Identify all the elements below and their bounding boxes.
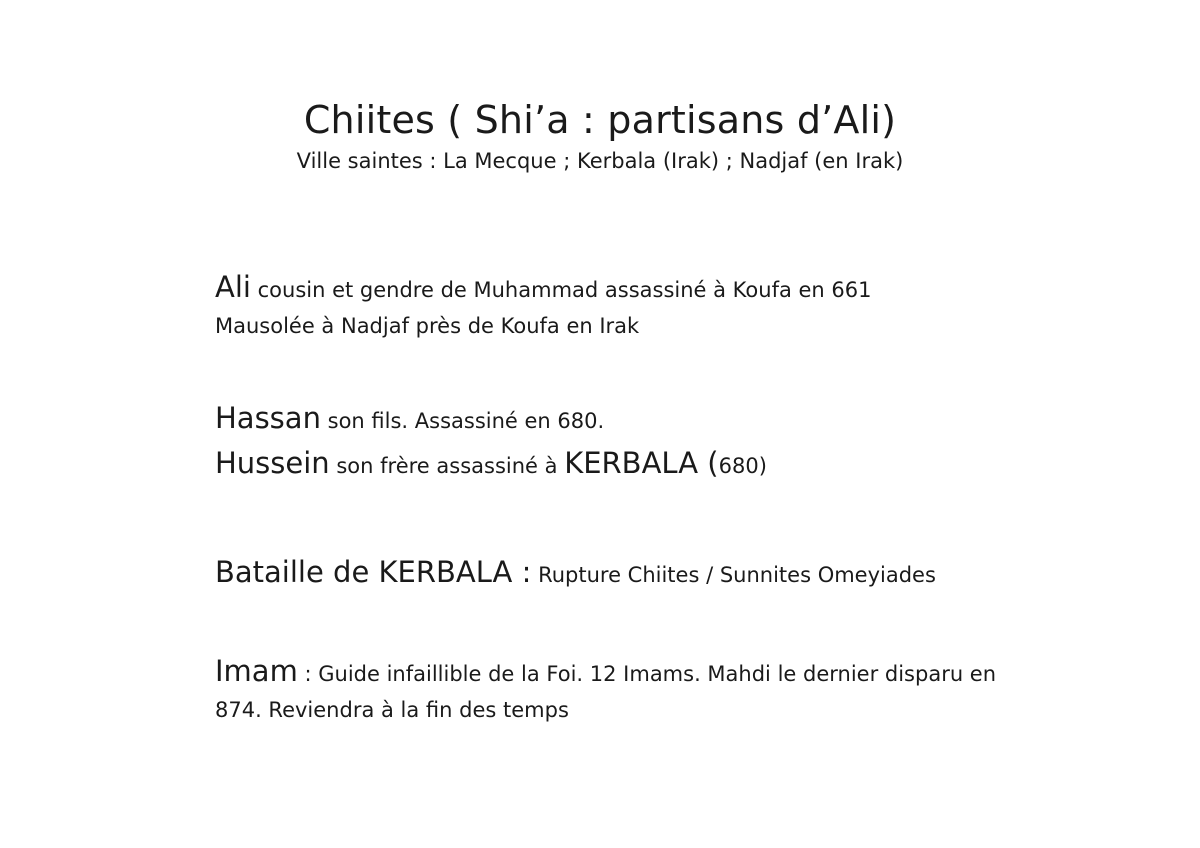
slide-title: Chiites ( Shi’a : partisans d’Ali) <box>303 98 897 142</box>
imam-paragraph <box>215 654 1005 729</box>
ali-description: cousin et gendre de Muhammad assassiné à Koufa en 661 <box>250 278 872 302</box>
imam-description: : Guide infaillible de la Foi. 12 Imams. Mahdi le dernier disparu en 874. Reviendra à la fin des temps <box>215 662 997 722</box>
ali-line-1 <box>215 270 1015 309</box>
hassan-name: Hassan <box>215 401 321 435</box>
hassan-hussein-paragraph <box>215 398 1015 488</box>
hussein-description: son frère assassiné à <box>329 454 565 478</box>
hassan-description: son fils. Assassiné en 680. <box>320 409 605 433</box>
hussein-line <box>215 443 1015 488</box>
ali-name: Ali <box>215 270 251 304</box>
slide-subtitle: Ville saintes : La Mecque ; Kerbala (Irak) ; Nadjaf (en Irak) <box>296 149 904 173</box>
bataille-line <box>215 552 1015 597</box>
bataille-description: Rupture Chiites / Sunnites Omeyiades <box>531 563 936 587</box>
hussein-place: KERBALA ( <box>564 446 719 480</box>
hussein-name: Hussein <box>215 446 330 480</box>
ali-line-2: Mausolée à Nadjaf près de Koufa en Irak <box>215 314 640 338</box>
ali-paragraph <box>215 270 1015 343</box>
bataille-heading: Bataille de KERBALA : <box>215 555 532 589</box>
imam-name: Imam <box>215 654 298 688</box>
hussein-year: 680) <box>718 454 767 478</box>
hassan-line <box>215 398 1015 443</box>
bataille-paragraph <box>215 552 1015 597</box>
